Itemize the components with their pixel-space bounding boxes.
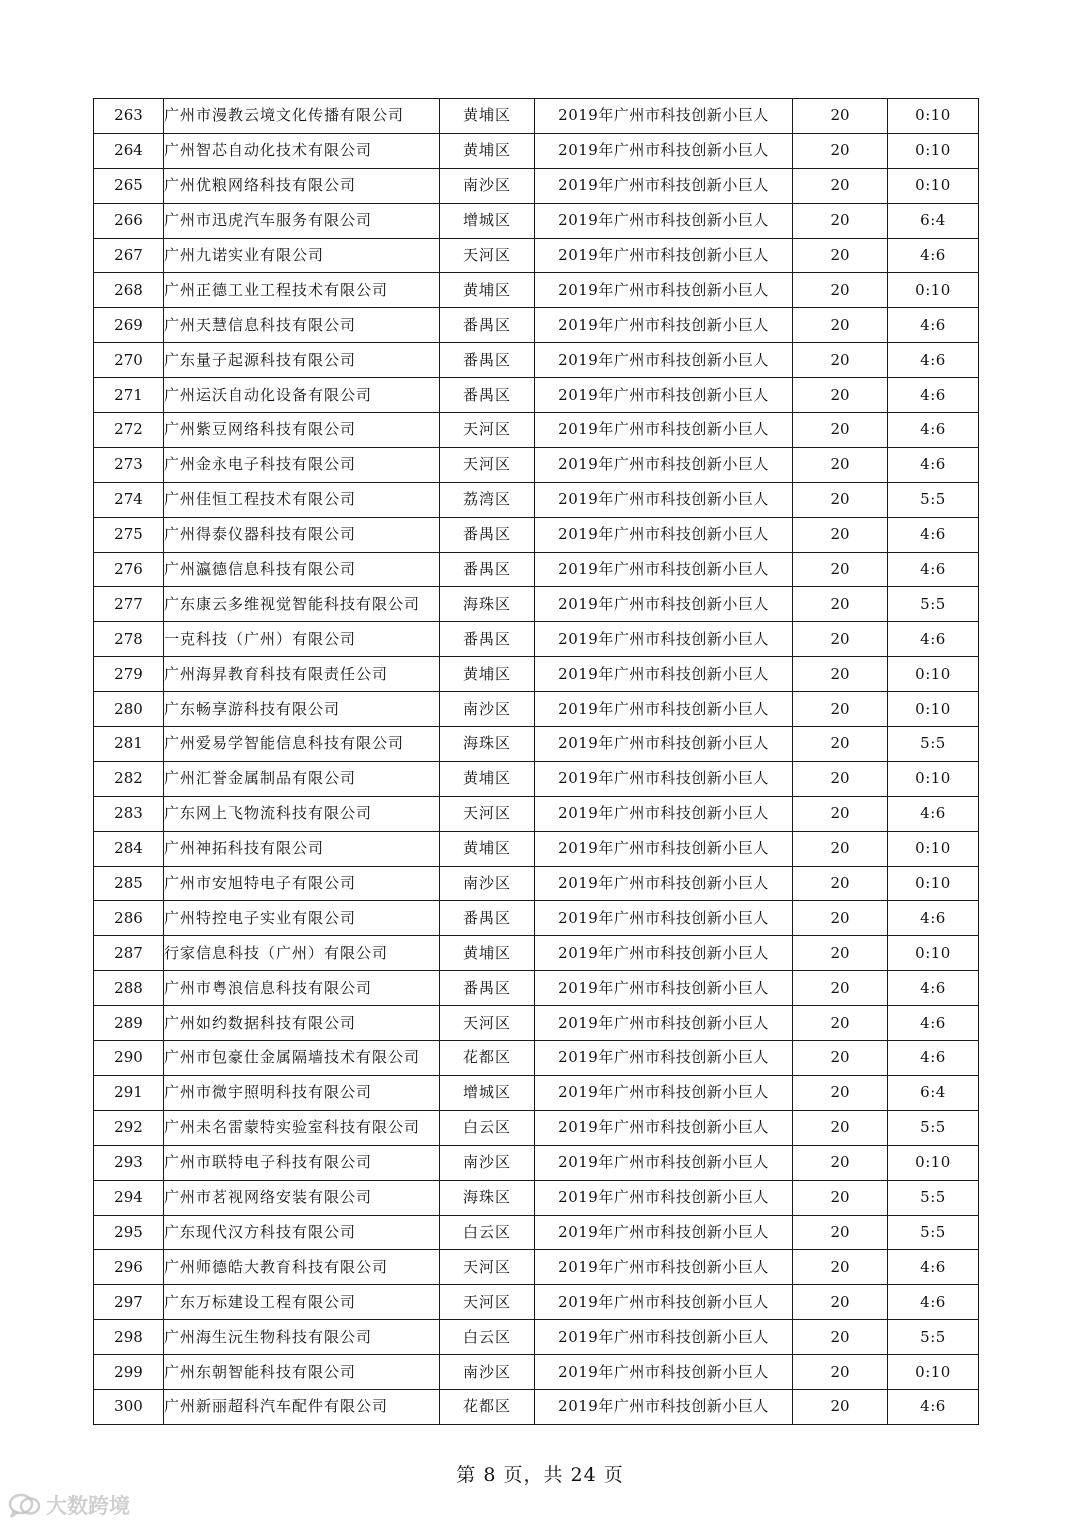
table-row [94, 308, 979, 343]
project-type-cell: 2019年广州市科技创新小巨人 [535, 1110, 793, 1145]
district-cell: 南沙区 [440, 866, 535, 901]
company-name-cell: 行家信息科技（广州）有限公司 [164, 936, 440, 971]
district-cell: 天河区 [440, 447, 535, 482]
company-name-cell: 广州九诺实业有限公司 [164, 238, 440, 273]
company-name-cell: 广州未名雷蒙特实验室科技有限公司 [164, 1110, 440, 1145]
row-number-cell: 299 [94, 1355, 164, 1390]
district-cell: 番禺区 [440, 971, 535, 1006]
row-number-cell: 271 [94, 378, 164, 413]
company-name-cell: 广州市包豪仕金属隔墙技术有限公司 [164, 1041, 440, 1076]
row-number-cell: 274 [94, 482, 164, 517]
row-number-cell: 266 [94, 203, 164, 238]
table-row [94, 587, 979, 622]
project-type-cell: 2019年广州市科技创新小巨人 [535, 971, 793, 1006]
funding-ratio-cell: 6:4 [888, 203, 979, 238]
project-type-cell: 2019年广州市科技创新小巨人 [535, 273, 793, 308]
funding-ratio-cell: 5:5 [888, 1180, 979, 1215]
table-row [94, 657, 979, 692]
amount-cell: 20 [793, 1285, 888, 1320]
amount-cell: 20 [793, 1041, 888, 1076]
funding-ratio-cell: 5:5 [888, 587, 979, 622]
amount-cell: 20 [793, 796, 888, 831]
table-row [94, 936, 979, 971]
amount-cell: 20 [793, 517, 888, 552]
funding-ratio-cell: 4:6 [888, 378, 979, 413]
district-cell: 番禺区 [440, 517, 535, 552]
project-type-cell: 2019年广州市科技创新小巨人 [535, 1355, 793, 1390]
table-row [94, 238, 979, 273]
company-name-cell: 广州运沃自动化设备有限公司 [164, 378, 440, 413]
funding-ratio-cell: 4:6 [888, 622, 979, 657]
district-cell: 黄埔区 [440, 133, 535, 168]
amount-cell: 20 [793, 727, 888, 762]
district-cell: 花都区 [440, 1041, 535, 1076]
district-cell: 黄埔区 [440, 273, 535, 308]
company-table [93, 98, 979, 1425]
district-cell: 花都区 [440, 1389, 535, 1424]
district-cell: 番禺区 [440, 343, 535, 378]
funding-ratio-cell: 0:10 [888, 657, 979, 692]
table-row [94, 343, 979, 378]
amount-cell: 20 [793, 657, 888, 692]
table-row [94, 447, 979, 482]
amount-cell: 20 [793, 831, 888, 866]
company-name-cell: 广州市迅虎汽车服务有限公司 [164, 203, 440, 238]
funding-ratio-cell: 0:10 [888, 831, 979, 866]
funding-ratio-cell: 4:6 [888, 1389, 979, 1424]
project-type-cell: 2019年广州市科技创新小巨人 [535, 1006, 793, 1041]
project-type-cell: 2019年广州市科技创新小巨人 [535, 308, 793, 343]
project-type-cell: 2019年广州市科技创新小巨人 [535, 761, 793, 796]
funding-ratio-cell: 4:6 [888, 343, 979, 378]
funding-ratio-cell: 0:10 [888, 692, 979, 727]
table-row [94, 761, 979, 796]
amount-cell: 20 [793, 482, 888, 517]
district-cell: 黄埔区 [440, 99, 535, 134]
district-cell: 海珠区 [440, 727, 535, 762]
amount-cell: 20 [793, 238, 888, 273]
row-number-cell: 297 [94, 1285, 164, 1320]
table-row [94, 1250, 979, 1285]
district-cell: 番禺区 [440, 622, 535, 657]
row-number-cell: 288 [94, 971, 164, 1006]
project-type-cell: 2019年广州市科技创新小巨人 [535, 1320, 793, 1355]
district-cell: 海珠区 [440, 587, 535, 622]
amount-cell: 20 [793, 692, 888, 727]
row-number-cell: 278 [94, 622, 164, 657]
amount-cell: 20 [793, 308, 888, 343]
table-row [94, 168, 979, 203]
row-number-cell: 267 [94, 238, 164, 273]
amount-cell: 20 [793, 1389, 888, 1424]
row-number-cell: 282 [94, 761, 164, 796]
project-type-cell: 2019年广州市科技创新小巨人 [535, 99, 793, 134]
row-number-cell: 275 [94, 517, 164, 552]
district-cell: 黄埔区 [440, 657, 535, 692]
project-type-cell: 2019年广州市科技创新小巨人 [535, 447, 793, 482]
watermark-text: 大数跨境 [46, 1494, 130, 1518]
company-name-cell: 广州市茗视网络安装有限公司 [164, 1180, 440, 1215]
row-number-cell: 289 [94, 1006, 164, 1041]
amount-cell: 20 [793, 1180, 888, 1215]
company-name-cell: 广州天慧信息科技有限公司 [164, 308, 440, 343]
company-name-cell: 广州优粮网络科技有限公司 [164, 168, 440, 203]
table-row [94, 727, 979, 762]
amount-cell: 20 [793, 447, 888, 482]
district-cell: 天河区 [440, 238, 535, 273]
table-row [94, 133, 979, 168]
project-type-cell: 2019年广州市科技创新小巨人 [535, 1285, 793, 1320]
amount-cell: 20 [793, 901, 888, 936]
funding-ratio-cell: 0:10 [888, 866, 979, 901]
chat-bubble-logo-icon [8, 1492, 42, 1518]
funding-ratio-cell: 5:5 [888, 1110, 979, 1145]
company-name-cell: 广州爱易学智能信息科技有限公司 [164, 727, 440, 762]
district-cell: 黄埔区 [440, 761, 535, 796]
funding-ratio-cell: 4:6 [888, 1006, 979, 1041]
amount-cell: 20 [793, 1355, 888, 1390]
row-number-cell: 264 [94, 133, 164, 168]
company-name-cell: 广州师德皓大教育科技有限公司 [164, 1250, 440, 1285]
amount-cell: 20 [793, 1250, 888, 1285]
funding-ratio-cell: 4:6 [888, 901, 979, 936]
row-number-cell: 294 [94, 1180, 164, 1215]
table-row [94, 1110, 979, 1145]
amount-cell: 20 [793, 99, 888, 134]
table-row [94, 203, 979, 238]
row-number-cell: 293 [94, 1145, 164, 1180]
district-cell: 南沙区 [440, 1145, 535, 1180]
table-row [94, 1145, 979, 1180]
table-row [94, 1041, 979, 1076]
row-number-cell: 286 [94, 901, 164, 936]
company-name-cell: 广州神拓科技有限公司 [164, 831, 440, 866]
funding-ratio-cell: 0:10 [888, 168, 979, 203]
district-cell: 番禺区 [440, 378, 535, 413]
funding-ratio-cell: 4:6 [888, 238, 979, 273]
project-type-cell: 2019年广州市科技创新小巨人 [535, 168, 793, 203]
project-type-cell: 2019年广州市科技创新小巨人 [535, 378, 793, 413]
funding-ratio-cell: 0:10 [888, 273, 979, 308]
company-name-cell: 广州海生沅生物科技有限公司 [164, 1320, 440, 1355]
funding-ratio-cell: 0:10 [888, 133, 979, 168]
project-type-cell: 2019年广州市科技创新小巨人 [535, 1250, 793, 1285]
row-number-cell: 298 [94, 1320, 164, 1355]
district-cell: 黄埔区 [440, 831, 535, 866]
project-type-cell: 2019年广州市科技创新小巨人 [535, 901, 793, 936]
company-name-cell: 广东万标建设工程有限公司 [164, 1285, 440, 1320]
funding-ratio-cell: 0:10 [888, 1355, 979, 1390]
table-row [94, 552, 979, 587]
amount-cell: 20 [793, 552, 888, 587]
district-cell: 海珠区 [440, 1180, 535, 1215]
funding-ratio-cell: 4:6 [888, 1250, 979, 1285]
project-type-cell: 2019年广州市科技创新小巨人 [535, 1180, 793, 1215]
company-name-cell: 广州市漫教云境文化传播有限公司 [164, 99, 440, 134]
project-type-cell: 2019年广州市科技创新小巨人 [535, 831, 793, 866]
project-type-cell: 2019年广州市科技创新小巨人 [535, 238, 793, 273]
district-cell: 天河区 [440, 1285, 535, 1320]
table-row [94, 622, 979, 657]
funding-ratio-cell: 5:5 [888, 1320, 979, 1355]
row-number-cell: 277 [94, 587, 164, 622]
company-name-cell: 广州市微宇照明科技有限公司 [164, 1075, 440, 1110]
district-cell: 天河区 [440, 1250, 535, 1285]
company-name-cell: 广州金永电子科技有限公司 [164, 447, 440, 482]
district-cell: 白云区 [440, 1110, 535, 1145]
table-row [94, 831, 979, 866]
amount-cell: 20 [793, 413, 888, 448]
table-row [94, 1215, 979, 1250]
project-type-cell: 2019年广州市科技创新小巨人 [535, 1389, 793, 1424]
funding-ratio-cell: 4:6 [888, 447, 979, 482]
company-name-cell: 广州市安旭特电子有限公司 [164, 866, 440, 901]
project-type-cell: 2019年广州市科技创新小巨人 [535, 727, 793, 762]
project-type-cell: 2019年广州市科技创新小巨人 [535, 796, 793, 831]
company-name-cell: 广州如约数据科技有限公司 [164, 1006, 440, 1041]
row-number-cell: 279 [94, 657, 164, 692]
district-cell: 番禺区 [440, 901, 535, 936]
row-number-cell: 291 [94, 1075, 164, 1110]
funding-ratio-cell: 5:5 [888, 482, 979, 517]
project-type-cell: 2019年广州市科技创新小巨人 [535, 203, 793, 238]
amount-cell: 20 [793, 971, 888, 1006]
table-row [94, 1285, 979, 1320]
company-name-cell: 广东现代汉方科技有限公司 [164, 1215, 440, 1250]
company-name-cell: 广州市联特电子科技有限公司 [164, 1145, 440, 1180]
district-cell: 白云区 [440, 1215, 535, 1250]
company-name-cell: 广州特控电子实业有限公司 [164, 901, 440, 936]
row-number-cell: 284 [94, 831, 164, 866]
district-cell: 天河区 [440, 1006, 535, 1041]
table-row [94, 901, 979, 936]
district-cell: 番禺区 [440, 308, 535, 343]
district-cell: 南沙区 [440, 168, 535, 203]
district-cell: 南沙区 [440, 692, 535, 727]
district-cell: 南沙区 [440, 1355, 535, 1390]
amount-cell: 20 [793, 1145, 888, 1180]
company-name-cell: 广州紫豆网络科技有限公司 [164, 413, 440, 448]
project-type-cell: 2019年广州市科技创新小巨人 [535, 1215, 793, 1250]
project-type-cell: 2019年广州市科技创新小巨人 [535, 657, 793, 692]
table-row [94, 1006, 979, 1041]
company-name-cell: 广州海昇教育科技有限责任公司 [164, 657, 440, 692]
company-name-cell: 广州正德工业工程技术有限公司 [164, 273, 440, 308]
amount-cell: 20 [793, 273, 888, 308]
row-number-cell: 265 [94, 168, 164, 203]
company-name-cell: 广州瀛德信息科技有限公司 [164, 552, 440, 587]
district-cell: 白云区 [440, 1320, 535, 1355]
project-type-cell: 2019年广州市科技创新小巨人 [535, 133, 793, 168]
row-number-cell: 268 [94, 273, 164, 308]
district-cell: 天河区 [440, 796, 535, 831]
table-row [94, 971, 979, 1006]
row-number-cell: 269 [94, 308, 164, 343]
funding-ratio-cell: 4:6 [888, 308, 979, 343]
company-name-cell: 广东康云多维视觉智能科技有限公司 [164, 587, 440, 622]
district-cell: 增城区 [440, 1075, 535, 1110]
row-number-cell: 270 [94, 343, 164, 378]
row-number-cell: 296 [94, 1250, 164, 1285]
table-row [94, 378, 979, 413]
amount-cell: 20 [793, 1075, 888, 1110]
table-row [94, 273, 979, 308]
company-name-cell: 广州东朝智能科技有限公司 [164, 1355, 440, 1390]
amount-cell: 20 [793, 133, 888, 168]
project-type-cell: 2019年广州市科技创新小巨人 [535, 1145, 793, 1180]
funding-ratio-cell: 4:6 [888, 796, 979, 831]
project-type-cell: 2019年广州市科技创新小巨人 [535, 343, 793, 378]
company-table-body [94, 99, 979, 1425]
funding-ratio-cell: 0:10 [888, 1145, 979, 1180]
district-cell: 天河区 [440, 413, 535, 448]
company-name-cell: 广州智芯自动化技术有限公司 [164, 133, 440, 168]
funding-ratio-cell: 6:4 [888, 1075, 979, 1110]
row-number-cell: 281 [94, 727, 164, 762]
amount-cell: 20 [793, 378, 888, 413]
table-row [94, 482, 979, 517]
project-type-cell: 2019年广州市科技创新小巨人 [535, 587, 793, 622]
funding-ratio-cell: 0:10 [888, 761, 979, 796]
project-type-cell: 2019年广州市科技创新小巨人 [535, 692, 793, 727]
company-name-cell: 广州新丽超科汽车配件有限公司 [164, 1389, 440, 1424]
row-number-cell: 272 [94, 413, 164, 448]
table-row [94, 866, 979, 901]
company-name-cell: 广州汇誉金属制品有限公司 [164, 761, 440, 796]
amount-cell: 20 [793, 1320, 888, 1355]
company-name-cell: 一克科技（广州）有限公司 [164, 622, 440, 657]
row-number-cell: 292 [94, 1110, 164, 1145]
amount-cell: 20 [793, 587, 888, 622]
company-name-cell: 广东量子起源科技有限公司 [164, 343, 440, 378]
watermark [8, 1488, 130, 1522]
row-number-cell: 295 [94, 1215, 164, 1250]
row-number-cell: 285 [94, 866, 164, 901]
amount-cell: 20 [793, 1006, 888, 1041]
funding-ratio-cell: 4:6 [888, 517, 979, 552]
district-cell: 增城区 [440, 203, 535, 238]
project-type-cell: 2019年广州市科技创新小巨人 [535, 1075, 793, 1110]
project-type-cell: 2019年广州市科技创新小巨人 [535, 866, 793, 901]
funding-ratio-cell: 4:6 [888, 971, 979, 1006]
row-number-cell: 287 [94, 936, 164, 971]
project-type-cell: 2019年广州市科技创新小巨人 [535, 1041, 793, 1076]
funding-ratio-cell: 4:6 [888, 1285, 979, 1320]
district-cell: 荔湾区 [440, 482, 535, 517]
row-number-cell: 283 [94, 796, 164, 831]
project-type-cell: 2019年广州市科技创新小巨人 [535, 517, 793, 552]
page-number: 第 8 页，共 24 页 [456, 1464, 624, 1486]
funding-ratio-cell: 4:6 [888, 1041, 979, 1076]
funding-ratio-cell: 0:10 [888, 99, 979, 134]
table-row [94, 1180, 979, 1215]
funding-ratio-cell: 0:10 [888, 936, 979, 971]
amount-cell: 20 [793, 343, 888, 378]
table-row [94, 517, 979, 552]
amount-cell: 20 [793, 1215, 888, 1250]
row-number-cell: 276 [94, 552, 164, 587]
amount-cell: 20 [793, 1110, 888, 1145]
project-type-cell: 2019年广州市科技创新小巨人 [535, 482, 793, 517]
funding-ratio-cell: 5:5 [888, 727, 979, 762]
table-row [94, 1389, 979, 1424]
amount-cell: 20 [793, 761, 888, 796]
amount-cell: 20 [793, 203, 888, 238]
row-number-cell: 263 [94, 99, 164, 134]
company-name-cell: 广州佳恒工程技术有限公司 [164, 482, 440, 517]
amount-cell: 20 [793, 622, 888, 657]
row-number-cell: 280 [94, 692, 164, 727]
amount-cell: 20 [793, 168, 888, 203]
amount-cell: 20 [793, 866, 888, 901]
company-name-cell: 广州得泰仪器科技有限公司 [164, 517, 440, 552]
funding-ratio-cell: 5:5 [888, 1215, 979, 1250]
company-name-cell: 广东网上飞物流科技有限公司 [164, 796, 440, 831]
company-name-cell: 广东畅享游科技有限公司 [164, 692, 440, 727]
project-type-cell: 2019年广州市科技创新小巨人 [535, 936, 793, 971]
table-row [94, 413, 979, 448]
company-name-cell: 广州市粤浪信息科技有限公司 [164, 971, 440, 1006]
table-row [94, 1355, 979, 1390]
amount-cell: 20 [793, 936, 888, 971]
funding-ratio-cell: 4:6 [888, 552, 979, 587]
district-cell: 番禺区 [440, 552, 535, 587]
row-number-cell: 290 [94, 1041, 164, 1076]
table-row [94, 692, 979, 727]
row-number-cell: 300 [94, 1389, 164, 1424]
table-row [94, 1075, 979, 1110]
project-type-cell: 2019年广州市科技创新小巨人 [535, 622, 793, 657]
row-number-cell: 273 [94, 447, 164, 482]
table-row [94, 1320, 979, 1355]
table-row [94, 796, 979, 831]
funding-ratio-cell: 4:6 [888, 413, 979, 448]
table-row [94, 99, 979, 134]
project-type-cell: 2019年广州市科技创新小巨人 [535, 552, 793, 587]
district-cell: 黄埔区 [440, 936, 535, 971]
project-type-cell: 2019年广州市科技创新小巨人 [535, 413, 793, 448]
